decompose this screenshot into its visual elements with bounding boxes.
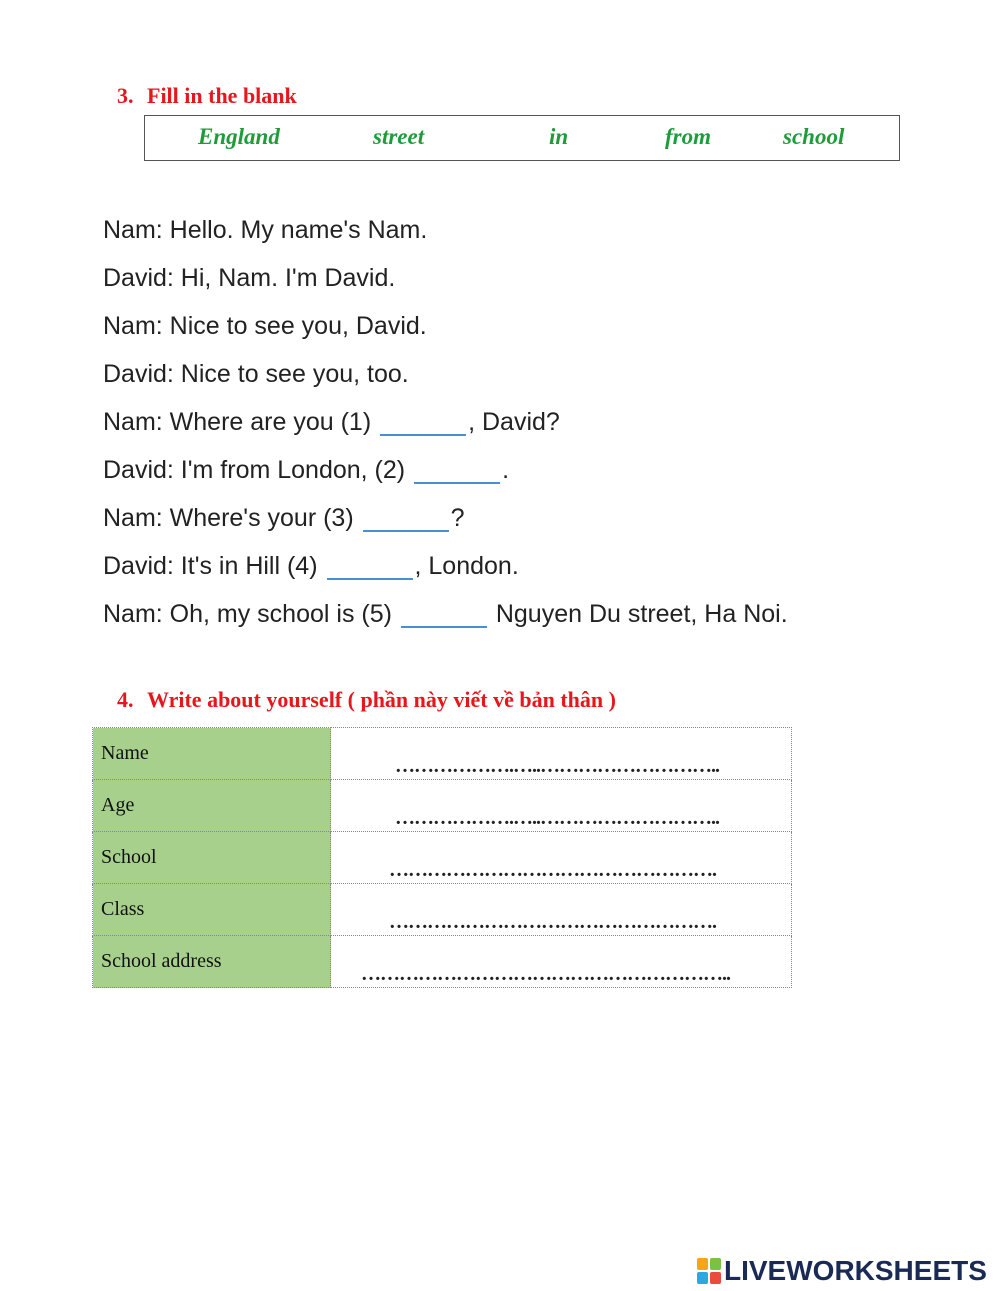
word-bank-box <box>144 115 900 161</box>
table-row <box>93 728 792 780</box>
section-3-number: 3. <box>117 83 134 108</box>
dialogue-line <box>103 502 465 534</box>
word-bank-word: in <box>549 124 569 149</box>
answer-field[interactable] <box>331 728 792 780</box>
dialogue-line <box>103 214 427 246</box>
table-row <box>93 936 792 988</box>
row-label: Name <box>93 728 331 780</box>
dialogue-text-after: Nguyen Du street, Ha Noi. <box>488 600 788 628</box>
dialogue-line <box>103 262 395 294</box>
section-4-title: Write about yourself ( phần này viết về bản thân ) <box>147 687 616 712</box>
dialogue-line <box>103 358 409 390</box>
word-bank-word: from <box>665 124 711 149</box>
liveworksheets-logo <box>697 1256 987 1286</box>
answer-blank[interactable] <box>363 502 449 532</box>
dialogue-text-after: . <box>502 456 510 484</box>
dialogue-line <box>103 550 519 582</box>
dialogue-text: Nam: Oh, my school is (5) <box>103 600 392 628</box>
liveworksheets-logo-icon <box>697 1258 721 1284</box>
table-row <box>93 884 792 936</box>
row-label: Class <box>93 884 331 936</box>
dialogue-line <box>103 454 509 486</box>
table-row <box>93 780 792 832</box>
dialogue-text: Nam: Hello. My name's Nam. <box>103 216 428 244</box>
answer-field[interactable] <box>331 780 792 832</box>
dialogue-text: David: I'm from London, (2) <box>103 456 406 484</box>
answer-field[interactable] <box>331 832 792 884</box>
answer-field[interactable] <box>331 884 792 936</box>
section-3-heading <box>117 85 297 107</box>
answer-blank[interactable] <box>380 406 466 436</box>
dotted-line: ……………….…..……………………….. <box>395 755 719 777</box>
word-bank-word: street <box>373 124 425 149</box>
section-4-number: 4. <box>117 687 134 712</box>
table-row <box>93 832 792 884</box>
dotted-line: ……………………………………………. <box>389 911 716 933</box>
dialogue-text: Nam: Where's your (3) <box>103 504 354 532</box>
section-3-title: Fill in the blank <box>147 83 297 108</box>
dialogue-text: David: Nice to see you, too. <box>103 360 409 388</box>
dialogue-line <box>103 406 560 438</box>
row-label: School <box>93 832 331 884</box>
answer-blank[interactable] <box>401 598 487 628</box>
dialogue-line <box>103 310 427 342</box>
about-yourself-table <box>92 727 792 988</box>
dialogue-text-after: , London. <box>414 552 519 580</box>
dialogue-text-after: ? <box>450 504 465 532</box>
logo-text: LIVEWORKSHEETS <box>724 1255 987 1286</box>
word-bank-word: school <box>783 124 845 149</box>
dialogue-text: David: Hi, Nam. I'm David. <box>103 264 396 292</box>
row-label: School address <box>93 936 331 988</box>
answer-field[interactable] <box>331 936 792 988</box>
dialogue-text: Nam: Where are you (1) <box>103 408 372 436</box>
section-4-heading <box>117 689 616 711</box>
word-bank-word: England <box>198 124 280 149</box>
dialogue-text: David: It's in Hill (4) <box>103 552 318 580</box>
row-label: Age <box>93 780 331 832</box>
dotted-line: ……………….…..……………………….. <box>395 807 719 829</box>
answer-blank[interactable] <box>414 454 500 484</box>
dotted-line: ………………………………………………….. <box>361 963 730 985</box>
dotted-line: ……………………………………………. <box>389 859 716 881</box>
dialogue-text: Nam: Nice to see you, David. <box>103 312 427 340</box>
dialogue-text-after: , David? <box>468 408 560 436</box>
dialogue-line <box>103 598 788 630</box>
answer-blank[interactable] <box>327 550 413 580</box>
